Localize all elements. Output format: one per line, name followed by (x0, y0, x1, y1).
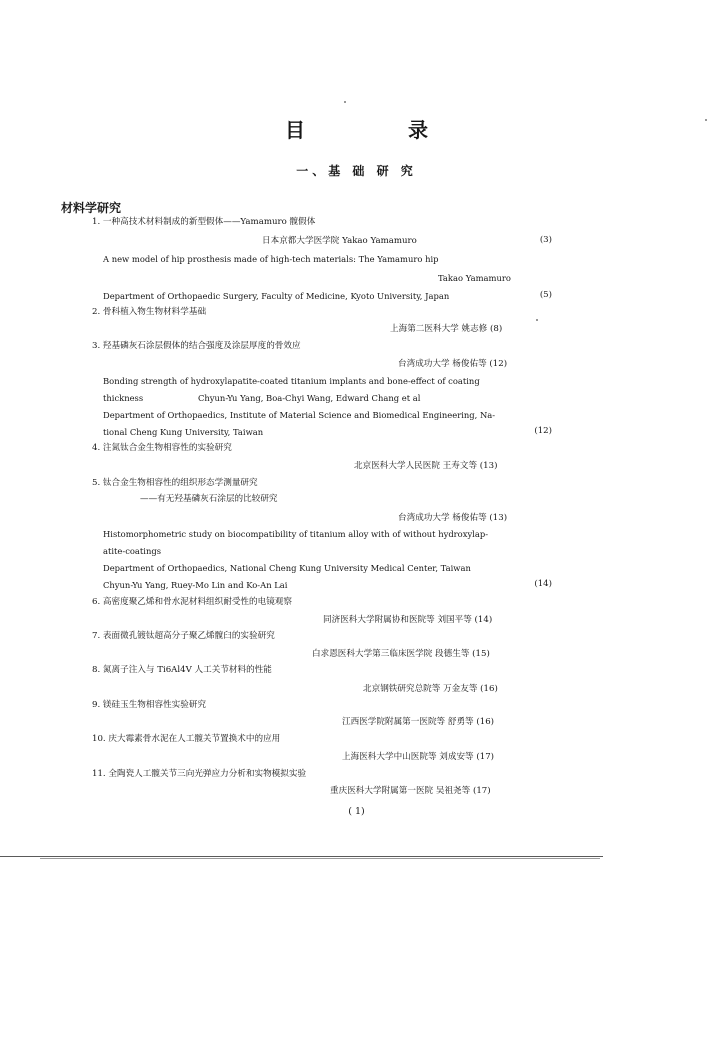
page-title: 目 录 (285, 118, 476, 142)
toc-entry-title: 4. 注氮钛合金生物相容性的实验研究 (92, 443, 232, 453)
scan-speck (705, 119, 707, 121)
toc-entry-affiliation: 上海医科大学中山医院等 刘成安等 (17) (342, 752, 495, 762)
toc-entry-affiliation: 重庆医科大学附属第一医院 吴祖尧等 (17) (330, 786, 491, 796)
toc-entry-affiliation: 上海第二医科大学 姚志修 (8) (390, 324, 503, 334)
toc-entry-title: 10. 庆大霉素骨水泥在人工髋关节置换术中的应用 (92, 734, 281, 744)
toc-entry-title: 9. 镁硅玉生物相容性实验研究 (92, 700, 207, 710)
toc-entry-english-title: atite-coatings (103, 546, 162, 556)
toc-entry-page: (14) (534, 579, 552, 589)
toc-entry-affiliation-english: Department of Orthopaedics, Institute of Material Science and Biomedical Engineering, Na- (103, 410, 496, 420)
toc-entry-english-title: Histomorphometric study on biocompatibility of titanium alloy with of without hydroxylap- (103, 529, 489, 539)
scan-edge-line (40, 858, 600, 859)
toc-entry-author: Chyun-Yu Yang, Boa-Chyi Wang, Edward Chang et al (198, 393, 421, 403)
toc-entry-author: Chyun-Yu Yang, Ruey-Mo Lin and Ko-An Lai (103, 580, 288, 590)
subsection-heading: 材料学研究 (61, 201, 122, 215)
section-heading: 一、基 础 研 究 (296, 164, 417, 178)
toc-entry-affiliation: 台湾成功大学 杨俊佑等 (12) (398, 359, 508, 369)
toc-entry-page: (5) (539, 290, 552, 300)
toc-entry-author: Takao Yamamuro (438, 273, 511, 283)
toc-entry-title: 11. 全陶瓷人工髋关节三向光弹应力分析和实物模拟实验 (92, 769, 307, 779)
toc-entry-english-title: thickness (103, 393, 144, 403)
scan-edge-line (0, 856, 603, 857)
toc-entry-affiliation: 北京医科大学人民医院 王寿文等 (13) (354, 461, 498, 471)
toc-entry-page: (3) (539, 235, 552, 245)
toc-entry-title: 2. 骨科植入物生物材料学基础 (92, 307, 207, 317)
page-number: ( 1) (348, 806, 365, 817)
toc-entry-title: 7. 表面微孔镀钛超高分子聚乙烯髋臼的实验研究 (92, 631, 275, 641)
scan-speck (536, 319, 538, 321)
toc-entry-affiliation-english: Department of Orthopaedic Surgery, Faculty of Medicine, Kyoto University, Japan (103, 291, 450, 301)
toc-entry-title: 1. 一种高技术材料制成的新型假体——Yamamuro 髋假体 (92, 217, 316, 227)
toc-entry-title: 6. 高密度聚乙烯和骨水泥材料组织耐受性的电镜观察 (92, 597, 292, 607)
toc-entry-affiliation: 台湾成功大学 杨俊佑等 (13) (398, 513, 508, 523)
toc-entry-title: 5. 钛合金生物相容性的组织形态学测量研究 (92, 478, 258, 488)
toc-entry-title: 3. 羟基磷灰石涂层假体的结合强度及涂层厚度的骨效应 (92, 341, 301, 351)
toc-entry-affiliation: 北京钢铁研究总院等 万金友等 (16) (363, 684, 498, 694)
scan-speck (344, 101, 346, 103)
toc-entry-page: (12) (534, 426, 552, 436)
toc-entry-affiliation: 日本京都大学医学院 Yakao Yamamuro (262, 236, 417, 246)
toc-entry-subtitle: ——有无羟基磷灰石涂层的比较研究 (140, 494, 278, 504)
toc-entry-english-title: Bonding strength of hydroxylapatite-coated titanium implants and bone-effect of coating (103, 376, 480, 386)
toc-entry-affiliation-english: tional Cheng Kung University, Taiwan (103, 427, 264, 437)
toc-entry-affiliation: 同济医科大学附属协和医院等 刘国平等 (14) (323, 615, 493, 625)
toc-entry-title: 8. 氮离子注入与 Ti6Al4V 人工关节材料的性能 (92, 665, 272, 675)
toc-entry-affiliation-english: Department of Orthopaedics, National Cheng Kung University Medical Center, Taiwan (103, 563, 471, 573)
toc-entry-affiliation: 江西医学院附属第一医院等 舒勇等 (16) (342, 717, 495, 727)
toc-entry-english-title: A new model of hip prosthesis made of high-tech materials: The Yamamuro hip (103, 254, 439, 264)
toc-entry-affiliation: 白求恩医科大学第三临床医学院 段德生等 (15) (312, 649, 490, 659)
